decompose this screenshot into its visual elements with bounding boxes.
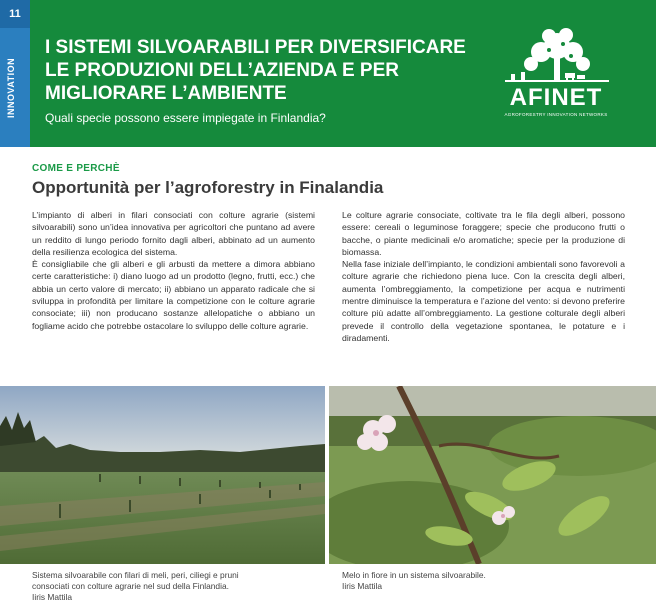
text-column-left (32, 209, 315, 332)
caption-line: Melo in fiore in un sistema silvoarabile. (342, 570, 486, 580)
photo-caption-right (342, 570, 592, 592)
caption-line: consociati con colture agrarie nel sud della Finlandia. (32, 581, 229, 591)
section-kicker: COME E PERCHÈ (32, 163, 120, 174)
caption-credit: Iiris Mattila (342, 581, 383, 591)
page-number: 11 (0, 0, 30, 28)
section-heading: Opportunità per l’agroforestry in Finalandia (32, 178, 384, 197)
title-line: LE PRODUZIONI DELL’AZIENDA E PER (45, 60, 399, 81)
paragraph: È consigliabile che gli alberi e gli arbusti da mettere a dimora abbiano certe caratteristiche: i) diano luogo ad un prodotto (legno, frutti, ecc.) che abbia un certo valore di mercato; ii) abbiano un apparato radicale che si sviluppa in profondità per limitare la competizione con le colture agrarie consociate; iii) non producano sostanze allelopatiche o abbiano un fogliame acido che potrebbe ostacolare lo sviluppo delle colture agrarie. (32, 259, 315, 331)
paragraph: L’impianto di alberi in filari consociati con colture agrarie (sistemi silvoarabili) sono un’idea innovativa per agricoltori che puntano ad avere un reddito di lungo periodo fornito dagli alberi, abbinato ad un aumento della resilienza ecologica del sistema. (32, 210, 315, 257)
title-line: MIGLIORARE L’AMBIENTE (45, 83, 287, 104)
text-column-right (342, 209, 625, 344)
title-line: I SISTEMI SILVOARABILI PER DIVERSIFICARE (45, 37, 466, 58)
photo-apple-blossom (329, 386, 656, 564)
paragraph: Nella fase iniziale dell’impianto, le condizioni ambientali sono favorevoli a colture agrarie che richiedono piena luce. Con la crescita degli alberi, aumenta l’ombreggiamento, la competizione per acqua e nutrimenti mentre diminuisce la temperatura e l’azione del vento: si devono preferire colture più adatte all’ombreggiamento. La gestione colturale degli alberi prevede il controllo della vegetazione spontanea, le potature e i diradamenti. (342, 259, 625, 343)
caption-line: Sistema silvoarabile con filari di meli, peri, ciliegi e pruni (32, 570, 239, 580)
photo-caption-left (32, 570, 292, 603)
caption-credit: Iiris Mattila (32, 592, 73, 602)
logo-tagline: AGROFORESTRY INNOVATION NETWORKS (504, 112, 608, 117)
paragraph: Le colture agrarie consociate, coltivate tra le fila degli alberi, possono essere: cereali o leguminose foraggere; specie che producono frutti o bacche, o piante medicinali e/o aromatiche; specie per la produzione di biomassa. (342, 210, 625, 257)
page-title (45, 36, 485, 105)
page-subtitle: Quali specie possono essere impiegate in Finlandia? (45, 111, 326, 125)
logo-wordmark: AFINET (509, 84, 603, 111)
side-label: INNOVATION (6, 57, 16, 118)
photo-silvoarable-field (0, 386, 325, 564)
